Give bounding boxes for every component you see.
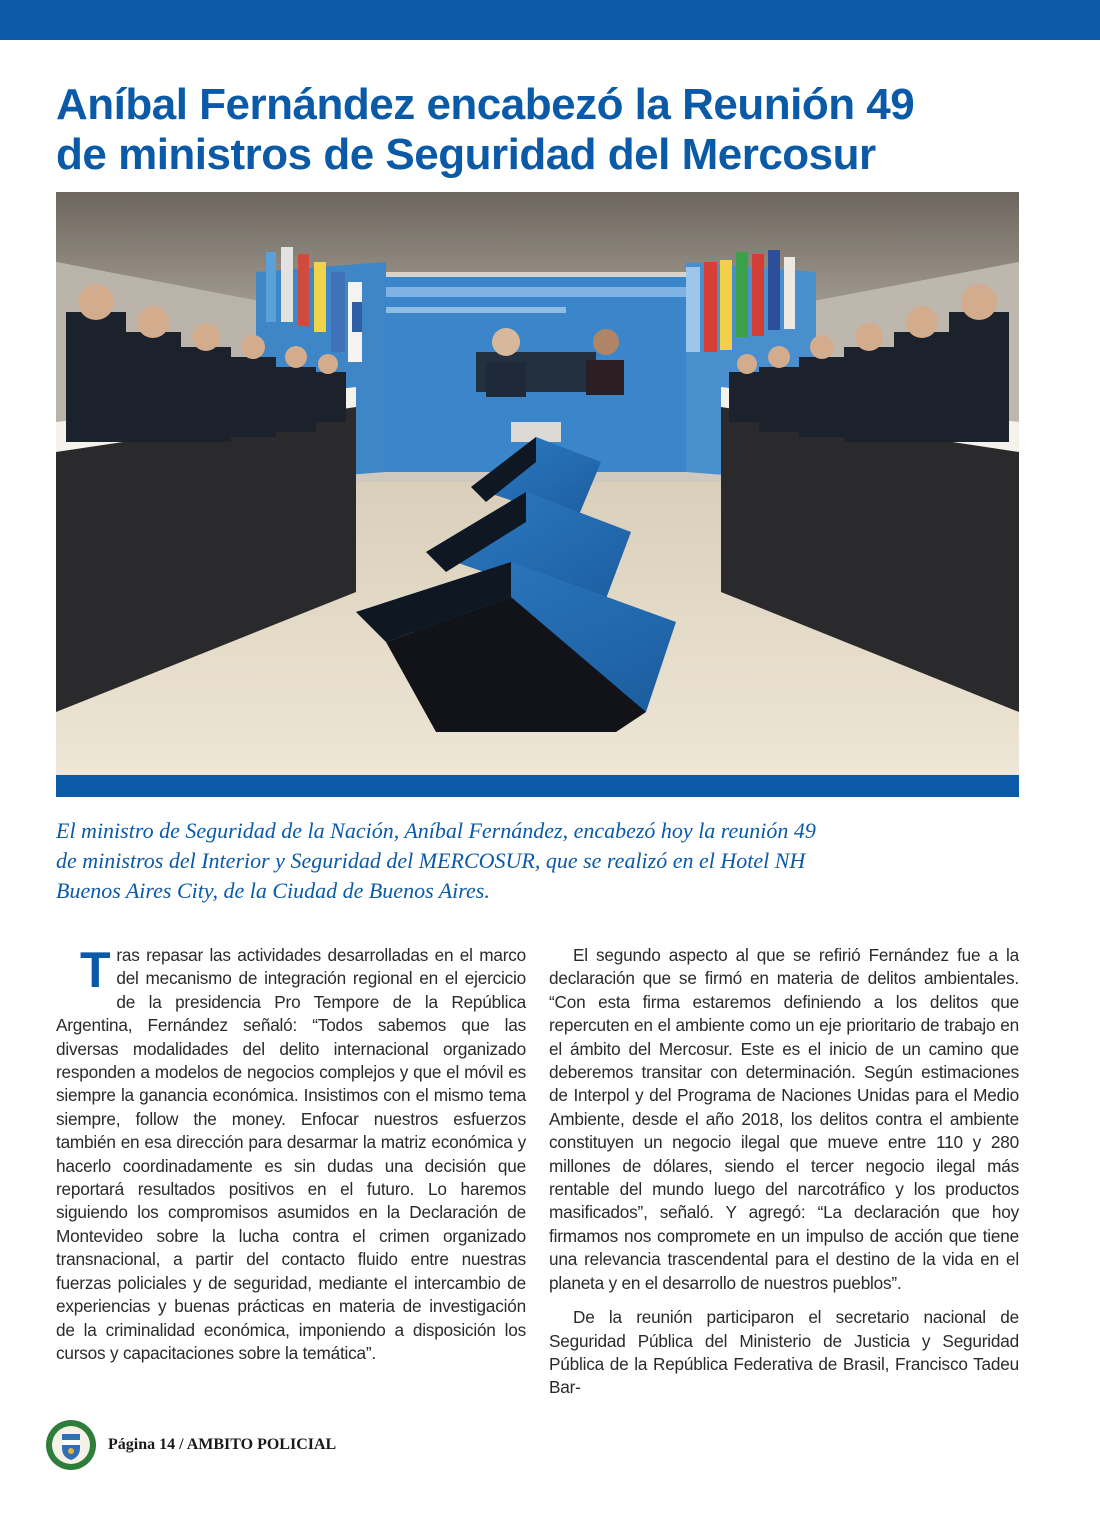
right-paragraph-1: El segundo aspecto al que se refirió Fernández fue a la declaración que se firmó en materia de delitos ambientales. “Con esta firma estaremos definiendo a los delitos que repercuten en el ambiente como un eje prioritario de trabajo en el ámbito del Mercosur. Este es el inicio de un camino que deberemos transitar con determinación. Según estimaciones de Interpol y del Programa de Naciones Unidas para el Medio Ambiente, desde el año 2018, los delitos contra el ambiente constituyen un negocio ilegal que mueve entre 110 y 280 millones de dólares, siendo el tercer negocio ilegal más rentable del mundo luego del narcotráfico y los productos masificados”, señaló. Y agregó: “La declaración que hoy firmamos nos compromete en un impulso de acción que tiene una relevancia trascendental para el destino de la vida en el planeta y en el desarrollo de nuestros pueblos”.	[549, 945, 1019, 1293]
page-footer	[44, 1418, 544, 1474]
page-number: Página 14	[108, 1436, 176, 1453]
lede-line-2: de ministros del Interior y Seguridad del MERCOSUR, que se realizó en el Hotel NH	[56, 848, 806, 873]
footer-label	[108, 1436, 336, 1454]
left-paragraph-text: ras repasar las actividades desarrolladas en el marco del mecanismo de integración regional en el ejercicio de la presidencia Pro Tempore de la República Argentina, Fernández señaló: “Todos sabemos que las diversas modalidades del delito internacional organizado responden a modelos de negocios complejos y que el móvil es siempre la ganancia económica. Insistimos con el mismo tema siempre, follow the money. Enfocar nuestros esfuerzos también en esa dirección para desarmar la matriz económica y hacerlo coordinadamente es sin dudas una decisión que reportará resultados positivos en el futuro. Lo haremos siguiendo los compromisos asumidos en la Declaración de Montevideo sobre la lucha contra el crimen organizado transnacional, a partir del contacto fluido entre nuestras fuerzas policiales y de seguridad, mediante el intercambio de experiencias y buenas prácticas en materia de investigación de la criminalidad económica, imponiendo a disposición los cursos y capacitaciones sobre la temática”.	[56, 945, 526, 1363]
footer-separator: /	[179, 1436, 184, 1453]
article-lede	[56, 816, 956, 906]
police-emblem-icon	[44, 1418, 98, 1472]
lede-line-1: El ministro de Seguridad de la Nación, Aníbal Fernández, encabezó hoy la reunión 49	[56, 818, 816, 843]
headline-line-1: Aníbal Fernández encabezó la Reunión 49	[56, 80, 915, 129]
meeting-photo-illustration	[56, 192, 1019, 775]
article-headline	[56, 80, 1046, 180]
publication-name: AMBITO POLICIAL	[186, 1436, 337, 1453]
article-column-right	[549, 944, 1019, 1400]
article-column-left	[56, 944, 526, 1365]
headline-line-2: de ministros de Seguridad del Mercosur	[56, 130, 876, 179]
lede-line-3: Buenos Aires City, de la Ciudad de Buenos Aires.	[56, 878, 490, 903]
photo-caption-bar	[56, 775, 1019, 797]
meeting-photo	[56, 192, 1019, 775]
drop-cap: T	[80, 942, 111, 998]
top-color-bar	[0, 0, 1100, 40]
left-paragraph	[56, 944, 526, 1365]
right-paragraph-2: De la reunión participaron el secretario nacional de Seguridad Pública del Ministerio de Justicia y Seguridad Pública de la República Federativa de Brasil, Francisco Tadeu Bar-	[549, 1307, 1019, 1398]
